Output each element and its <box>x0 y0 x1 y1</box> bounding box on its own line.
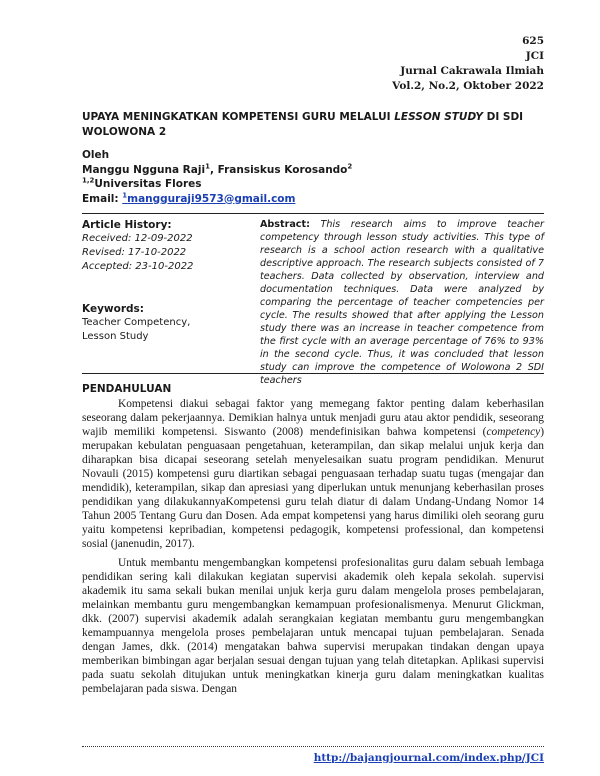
body-text <box>82 397 544 696</box>
journal-header <box>392 34 544 94</box>
page-number: 625 <box>522 35 544 47</box>
author-separator: , <box>209 163 218 176</box>
abstract-text: This research aims to improve teacher competency through lesson study activities. This type of research is a school action research with a qualitative descriptive approach. The research subjects consisted of 7 teachers. Data collected by observation, interview and documentation techniques. Data were analyzed by comparing the percentage of teacher competencies per cycle. The results showed that after applying the Lesson study there was an increase in teacher competence from the first cycle with an average percentage of 76% to 93% in the second cycle. Thus, it was concluded that lesson study can improve the competence of Wolowona 2 SDI teachers <box>260 219 544 386</box>
author-1: Manggu Ngguna Raji <box>82 163 206 176</box>
affiliation-name: Universitas Flores <box>94 178 202 190</box>
abstract <box>260 218 544 387</box>
article-title <box>82 110 532 140</box>
email-address: mangguraji9573@gmail.com <box>127 192 296 205</box>
paragraph-2: Untuk membantu mengembangkan kompetensi profesionalitas guru dalam sebuah lembaga pendidikan sering kali dilakukan kegiatan supervisi akademik oleh kepala sekolah. supervisi akademik itu sama sekali bukan menilai unjuk kerja guru dalam mengelola proses pembelajaran, melainkan membantu guru mengembangkan kemampuan profesionalismenya. Menurut Glickman, dkk. (2007) supervisi akademik adalah serangkaian kegiatan membantu guru mengembangkan kemampuannya mengelola proses pembelajaran untuk mencapai tujuan pembelajaran. Senada dengan James, dkk. (2014) mengatakan bahwa supervisi merupakan tindakan dengan upaya memberikan bimbingan agar berjalan sesuai dengan tujuan yang telah ditetapkan. Aplikasi supervisi pada suatu sekolah ditujukan untuk meningkatkan kinerja guru dalam meningkatkan kualitas pembelajaran pada siswa. Dengan <box>82 557 544 695</box>
journal-abbr: JCI <box>525 50 544 62</box>
info-bottom-rule <box>82 373 544 374</box>
email-link[interactable] <box>122 193 295 205</box>
p1-italic: competency <box>486 426 541 438</box>
keyword-2: Lesson Study <box>82 331 149 342</box>
journal-name: Jurnal Cakrawala Ilmiah <box>400 65 544 77</box>
affiliation-sup: 1,2 <box>82 176 95 185</box>
title-italic: LESSON STUDY <box>394 111 483 123</box>
author-2: Fransiskus Korosando <box>217 163 348 176</box>
keyword-1: Teacher Competency, <box>82 317 191 328</box>
paragraph-1 <box>82 397 544 551</box>
info-top-rule <box>82 213 544 214</box>
footer-dotted-rule <box>82 746 544 747</box>
email-line <box>82 192 532 207</box>
title-part2: DI SDI WOLOWONA 2 <box>82 111 524 138</box>
keywords-heading: Keywords: <box>82 303 144 315</box>
section-heading: PENDAHULUAN <box>82 383 172 395</box>
footer-journal-link[interactable]: http://bajangjournal.com/index.php/JCI <box>313 752 544 764</box>
p1-text-b: ) merupakan kebulatan penguasaan pengetahuan, keterampilan, dan sikap melalui unjuk kerja dan diharapkan bisa dicapai seseorang setelah menyelesaikan suatu program pendidikan. Menurut Novauli (2015) kompetensi guru diartikan sebagai penguasaan terhadap suatu tugas (mengajar dan mendidik), keterampilan, sikap dan apresiasi yang diperlukan untuk menunjang keberhasilan proses pendidikan yang dilakukannyaKompetensi guru telah diatur di dalam Undang-Undang Nomor 14 Tahun 2005 Tentang Guru dan Dosen. Ada empat kompetensi yang harus dimiliki oleh seorang guru yaitu kompetensi kepribadian, kompetensi pedagogik, kompetensi professional, dan kompetensi sosial (janenudin, 2017). <box>82 426 544 550</box>
by-label: Oleh <box>82 149 110 161</box>
article-info-column <box>82 218 247 344</box>
email-label: Email: <box>82 192 119 205</box>
accepted-date: Accepted: 23-10-2022 <box>82 261 194 272</box>
author-1-sup: 1 <box>205 162 210 170</box>
affiliation <box>82 177 532 192</box>
author-block <box>82 148 532 206</box>
revised-date: Revised: 17-10-2022 <box>82 247 187 258</box>
abstract-heading: Abstract: <box>260 219 310 230</box>
author-2-sup: 2 <box>347 162 353 170</box>
email-sup: 1 <box>122 191 128 199</box>
history-heading: Article History: <box>82 219 172 231</box>
p1-text-a: Kompetensi diakui sebagai faktor yang memegang faktor penting dalam keberhasilan seseorang dalam pekerjaannya. Demikian halnya untuk menjadi guru atau aktor pendidik, seseorang wajib memiliki kompetensi. Siswanto (2008) mendefinisikan bahwa kompetensi ( <box>82 398 544 438</box>
title-part1: UPAYA MENINGKATKAN KOMPETENSI GURU MELALUI <box>82 111 391 123</box>
received-date: Received: 12-09-2022 <box>82 233 193 244</box>
author-names <box>82 163 532 178</box>
journal-volume: Vol.2, No.2, Oktober 2022 <box>392 80 544 92</box>
